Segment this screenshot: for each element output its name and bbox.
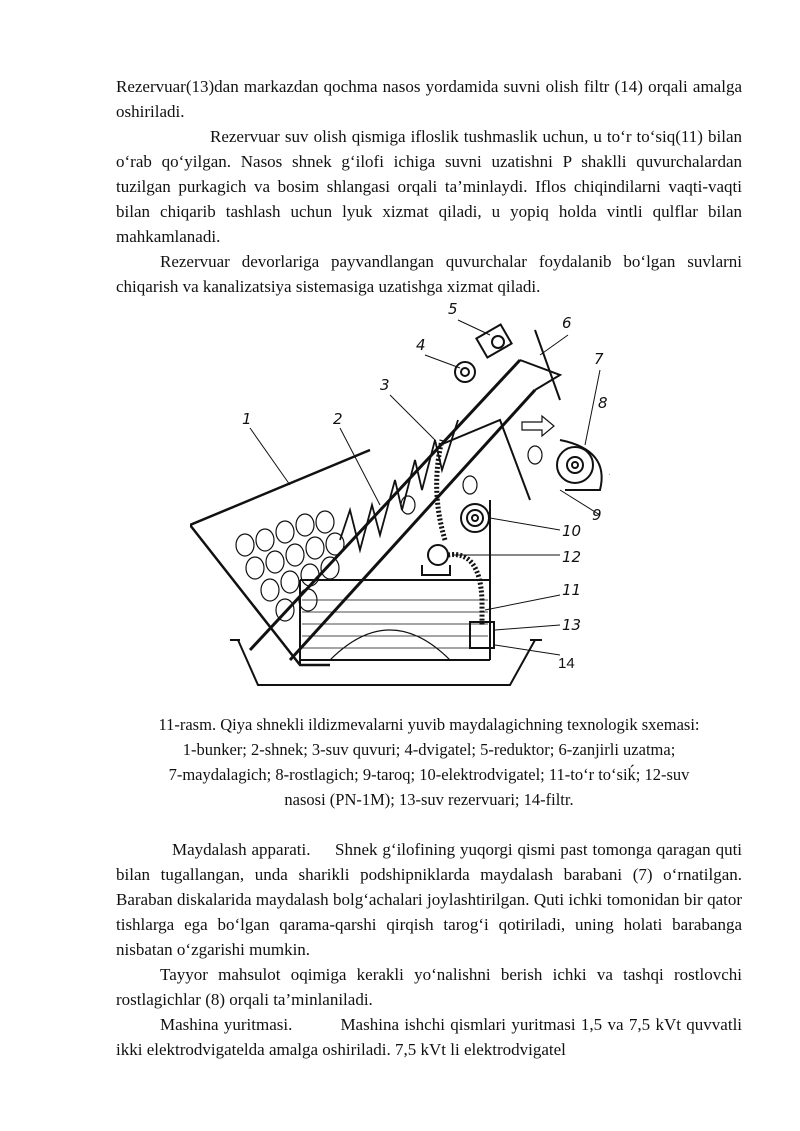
label-9: 9: [592, 506, 602, 524]
label-10: 10: [562, 522, 582, 540]
paragraph-5: Tayyor mahsulot oqimiga kerakli yo‘nalishni berish ichki va tashqi rostlovchi rostlagichlar (8) orqali ta’minlaniladi.: [116, 965, 742, 1009]
label-5: 5: [448, 300, 458, 318]
paragraph-2: Rezervuar suv olish qismiga ifloslik tushmaslik uchun, u to‘r to‘siq(11) bilan o‘rab qo‘yilgan. Nasos shnek g‘ilofi ichiga suvni uzatishni P shaklli quvurchalardan tuzilgan purkagich va bosim shlangasi orqali ta’minlaydi. Iflos chiqindilarni vaqti-vaqti bilan chiqarib tashlash uchun lyuk xizmat qiladi, u yopiq holda vintli qulflar bilan mahkamlanadi.: [116, 127, 742, 246]
label-8: 8: [598, 394, 608, 412]
caption-line-4: nasosi (PN-1M); 13-suv rezervuari; 14-filtr.: [284, 790, 574, 809]
section-label-yuritma: Mashina yuritmasi.: [160, 1015, 293, 1034]
label-1: 1: [242, 410, 252, 428]
paragraph-6: [116, 1012, 742, 1062]
label-6: 6: [562, 314, 572, 332]
paragraph-4-text: Shnek g‘ilofining yuqorgi qismi past tomonga qaragan quti bilan tugallangan, unda sharikli podshipniklarda maydalash barabani (7) o‘rnatilgan. Baraban diskalarida maydalash bolg‘achalari joylashtirilgan. Quti ichki tomonidan bir qator tishlarga ega bo‘lgan qarama-qarshi qirqish tarog‘i qotiriladi, uning holati barabanga nisbatan o‘zgarishi mumkin.: [116, 840, 743, 959]
label-11: 11: [562, 581, 582, 599]
paragraph-6-text: Mashina ishchi qismlari yuritmasi 1,5 va 7,5 kVt quvvatli ikki elektrodvigatelda amalga oshiriladi. 7,5 kVt li elektrodvigatel: [116, 1015, 743, 1059]
figure-caption: [116, 712, 742, 812]
section-label-maydalash: Maydalash apparati.: [172, 840, 311, 859]
paragraph-4: [116, 837, 742, 962]
caption-line-1: 11-rasm. Qiya shnekli ildizmevalarni yuvib maydalagichning texnologik sxemasi:: [158, 715, 700, 734]
label-12: 12: [562, 548, 582, 566]
label-2: 2: [333, 410, 343, 428]
label-14: 14: [558, 655, 575, 672]
technological-scheme-figure: [190, 300, 610, 700]
label-3: 3: [380, 376, 390, 394]
paragraph-1: Rezervuar(13)dan markazdan qochma nasos yordamida suvni olish filtr (14) orqali amalga oshiriladi.: [116, 77, 742, 121]
paragraph-3: Rezervuar devorlariga payvandlangan quvurchalar foydalanib bo‘lgan suvlarni chiqarish va kanalizatsiya sistemasiga uzatishga xizmat qiladi.: [116, 252, 742, 296]
caption-line-3: 7-maydalagich; 8-rostlagich; 9-taroq; 10-elektrodvigatel; 11-to‘r to‘siḱ; 12-suv: [168, 765, 690, 784]
caption-line-2: 1-bunker; 2-shnek; 3-suv quvuri; 4-dvigatel; 5-reduktor; 6-zanjirli uzatma;: [182, 740, 676, 759]
label-13: 13: [562, 616, 582, 634]
label-4: 4: [416, 336, 426, 354]
label-7: 7: [594, 350, 604, 368]
